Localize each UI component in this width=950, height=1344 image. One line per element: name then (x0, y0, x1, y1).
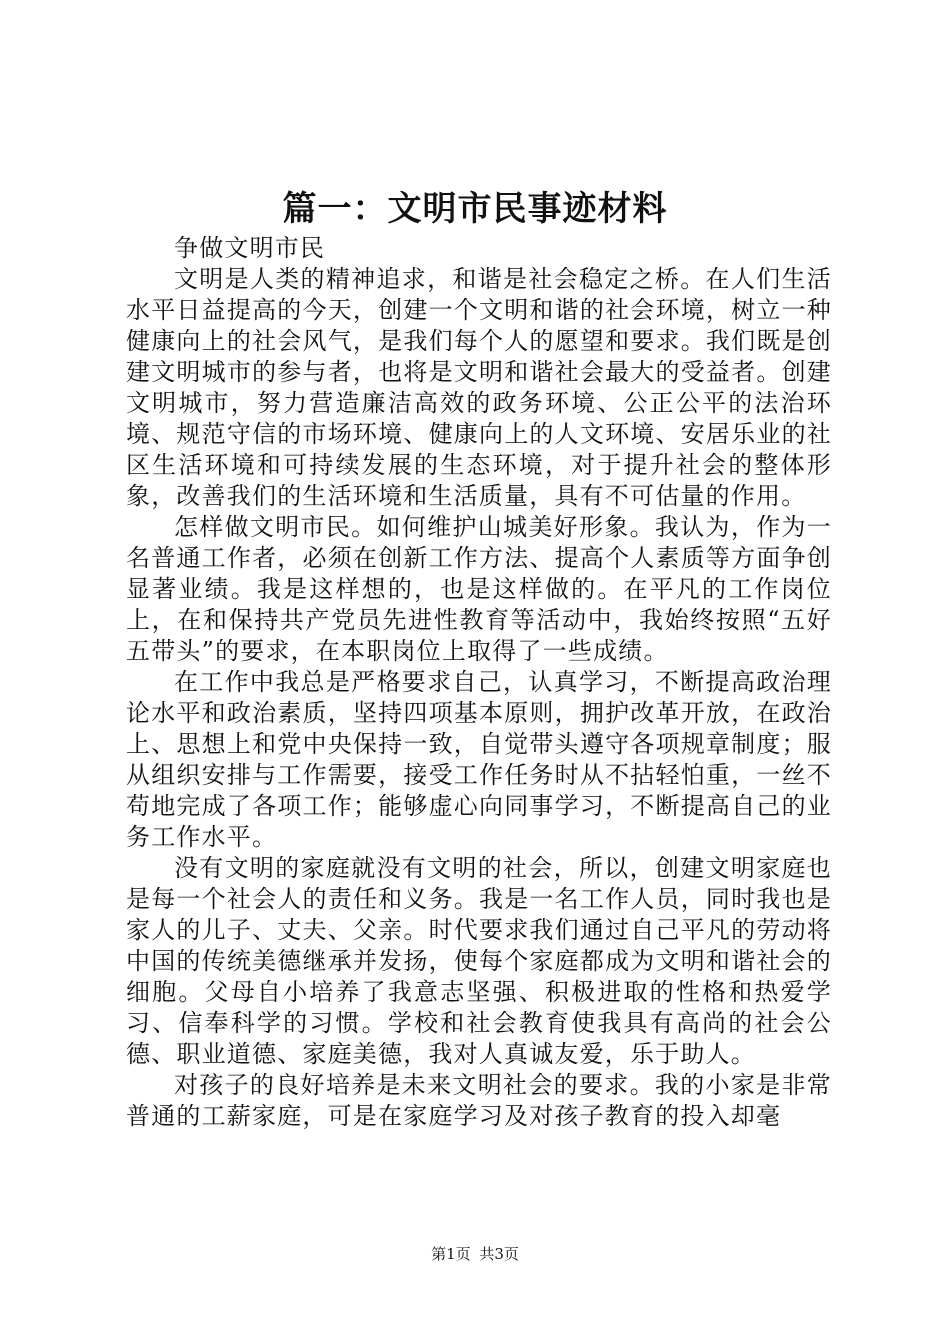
paragraph: 文明是人类的精神追求，和谐是社会稳定之桥。在人们生活水平日益提高的今天，创建一个文明和谐的社会环境，树立一种健康向上的社会风气，是我们每个人的愿望和要求。我们既是创建文明城市的参与者，也将是文明和谐社会最大的受益者。创建文明城市，努力营造廉洁高效的政务环境、公正公平的法治环境、规范守信的市场环境、健康向上的人文环境、安居乐业的社区生活环境和可持续发展的生态环境，对于提升社会的整体形象，改善我们的生活环境和生活质量，具有不可估量的作用。 (126, 265, 832, 510)
document-body (126, 233, 832, 1132)
paragraph: 在工作中我总是严格要求自己，认真学习，不断提高政治理论水平和政治素质，坚持四项基本原则，拥护改革开放，在政治上、思想上和党中央保持一致，自觉带头遵守各项规章制度；服从组织安排与工作需要，接受工作任务时从不拈轻怕重，一丝不苟地完成了各项工作；能够虚心向同事学习，不断提高自己的业务工作水平。 (126, 668, 832, 851)
document-title: 篇一：文明市民事迹材料 (282, 189, 668, 229)
paragraph: 没有文明的家庭就没有文明的社会，所以，创建文明家庭也是每一个社会人的责任和义务。我是一名工作人员，同时我也是家人的儿子、丈夫、父亲。时代要求我们通过自己平凡的劳动将中国的传统美德继承并发扬，使每个家庭都成为文明和谐社会的细胞。父母自小培养了我意志坚强、积极进取的性格和热爱学习、信奉科学的习惯。学校和社会教育使我具有高尚的社会公德、职业道德、家庭美德，我对人真诚友爱，乐于助人。 (126, 854, 832, 1068)
page-footer (0, 1244, 950, 1264)
page-total: 共3页 (479, 1245, 519, 1263)
page-number: 第1页 (431, 1245, 471, 1263)
paragraph: 对孩子的良好培养是未来文明社会的要求。我的小家是非常普通的工薪家庭，可是在家庭学习及对孩子教育的投入却毫 (126, 1071, 832, 1130)
paragraph-subtitle: 争做文明市民 (174, 234, 326, 262)
paragraph: 怎样做文明市民。如何维护山城美好形象。我认为，作为一名普通工作者，必须在创新工作方法、提高个人素质等方面争创显著业绩。我是这样想的，也是这样做的。在平凡的工作岗位上，在和保持共产党员先进性教育等活动中，我始终按照“五好五带头”的要求，在本职岗位上取得了一些成绩。 (126, 513, 832, 665)
